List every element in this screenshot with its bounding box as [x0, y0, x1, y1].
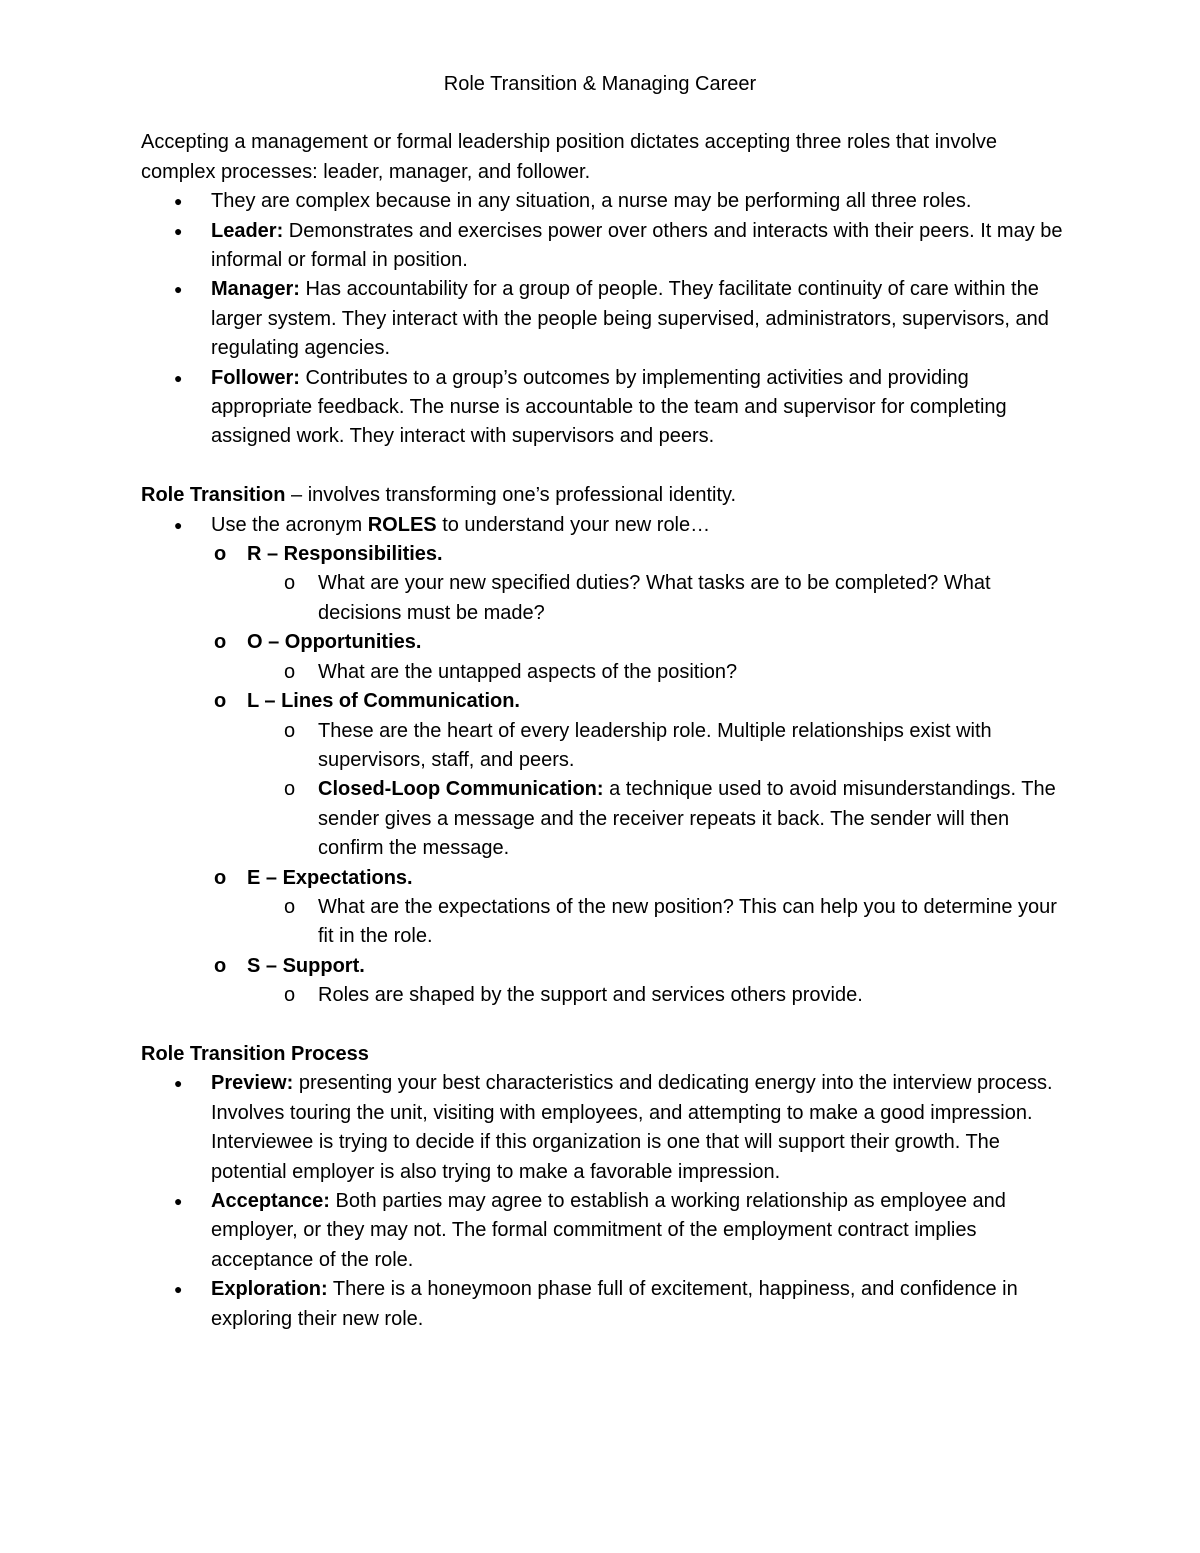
- item-text: a technique used to avoid misunderstandings. The sender gives a message and the receiver repeats it back. The sender will then confirm the message.: [318, 778, 1056, 860]
- acronym-item-r: [141, 540, 1071, 569]
- acronym-label: O – Opportunities.: [247, 631, 422, 654]
- bullet-icon: ●: [174, 1075, 183, 1092]
- bullet-icon: ●: [174, 193, 183, 210]
- sub-sub-bullet-icon: o: [284, 572, 296, 595]
- acronym-label: S – Support.: [247, 954, 365, 977]
- sub-sub-bullet-icon: o: [284, 778, 296, 801]
- list-item: [141, 217, 1071, 276]
- bullet-text: Contributes to a group’s outcomes by implementing activities and providing appropriate feedback. The nurse is accountable to the team and supervisor for completing assigned work. They interact with supervisors and peers.: [211, 366, 1007, 448]
- section-heading: Role Transition Process: [141, 1042, 369, 1065]
- sub-bullet-icon: o: [214, 954, 227, 977]
- list-item: [141, 1187, 1071, 1275]
- acronym-item-l: [141, 687, 1071, 716]
- list-item: [141, 511, 1071, 540]
- sub-sub-bullet-icon: o: [284, 660, 296, 683]
- roles-bullet-list: [141, 187, 1071, 452]
- item-text: What are your new specified duties? What tasks are to be completed? What decisions must be made?: [318, 572, 991, 624]
- intro-paragraph: Accepting a management or formal leadership position dictates accepting three roles that involve complex processes: leader, manager, and follower.: [141, 131, 998, 183]
- acronym-item-s: [141, 952, 1071, 981]
- sub-bullet-icon: o: [214, 631, 227, 654]
- sub-bullet-icon: o: [214, 866, 227, 889]
- process-bullet-list: [141, 1069, 1071, 1334]
- item-text: These are the heart of every leadership role. Multiple relationships exist with supervisors, staff, and peers.: [318, 719, 992, 771]
- sub-sub-bullet-icon: o: [284, 895, 296, 918]
- list-item: [141, 775, 1071, 863]
- process-heading: [141, 1040, 1071, 1069]
- list-item: [141, 364, 1071, 452]
- list-item: [141, 893, 1071, 952]
- bullet-term: Acceptance:: [211, 1190, 330, 1212]
- document-title: Role Transition & Managing Career: [443, 73, 757, 95]
- sub-bullet-icon: o: [214, 543, 227, 566]
- list-item: [141, 187, 1071, 216]
- list-item: [141, 275, 1071, 363]
- acronym-post: to understand your new role…: [436, 513, 711, 536]
- list-item: [141, 569, 1071, 628]
- sub-bullet-icon: o: [214, 690, 227, 713]
- spacer: [141, 1011, 1071, 1040]
- section-heading-rest: – involves transforming one’s professional identity.: [285, 484, 737, 507]
- bullet-text: Demonstrates and exercises power over others and interacts with their peers. It may be informal or formal in position.: [211, 219, 1063, 272]
- bullet-icon: ●: [174, 369, 183, 386]
- bullet-icon: ●: [174, 222, 183, 239]
- bullet-icon: ●: [174, 1193, 183, 1209]
- item-text: Roles are shaped by the support and services others provide.: [318, 984, 863, 1007]
- bullet-term: Follower:: [211, 366, 300, 389]
- acronym-label: L – Lines of Communication.: [247, 690, 520, 713]
- bullet-icon: ●: [174, 516, 183, 533]
- bullet-term: Preview:: [211, 1072, 294, 1095]
- roles-acronym-list: [141, 511, 1071, 1011]
- acronym-pre: Use the acronym: [211, 513, 368, 536]
- bullet-text: They are complex because in any situation, a nurse may be performing all three roles.: [211, 190, 972, 213]
- bullet-text: Both parties may agree to establish a working relationship as employee and employer, or they may not. The formal commitment of the employment contract implies acceptance of the role.: [211, 1190, 1006, 1271]
- item-term: Closed-Loop Communication:: [318, 778, 604, 801]
- sub-sub-bullet-icon: o: [284, 984, 296, 1007]
- role-transition-heading: [141, 481, 1071, 510]
- acronym-item-o: [141, 628, 1071, 657]
- bullet-term: Leader:: [211, 219, 284, 242]
- list-item: [141, 1069, 1071, 1187]
- list-item: [141, 717, 1071, 776]
- bullet-text: presenting your best characteristics and dedicating energy into the interview process. Involves touring the unit, visiting with employees, and attempting to make a good impression. Interviewee is trying to decide if this organization is one that will support their growth. The potential employer is also trying to make a favorable impression.: [211, 1072, 1053, 1183]
- acronym-word: ROLES: [367, 513, 437, 536]
- acronym-label: R – Responsibilities.: [247, 543, 443, 566]
- section-heading: Role Transition: [141, 484, 286, 507]
- bullet-text: Has accountability for a group of people. They facilitate continuity of care within the larger system. They interact with the people being supervised, administrators, supervisors, and regulating agencies.: [211, 278, 1049, 360]
- sub-sub-bullet-icon: o: [284, 719, 296, 742]
- bullet-term: Manager:: [211, 278, 300, 301]
- list-item: [141, 1275, 1071, 1334]
- list-item: [141, 658, 1071, 687]
- acronym-label: E – Expectations.: [247, 866, 413, 889]
- bullet-term: Exploration:: [211, 1278, 328, 1301]
- document-page: [141, 70, 1071, 1334]
- spacer: [141, 452, 1071, 481]
- item-text: What are the expectations of the new position? This can help you to determine your fit in the role.: [318, 895, 1057, 948]
- list-item: [141, 981, 1071, 1010]
- acronym-item-e: [141, 864, 1071, 893]
- bullet-text: There is a honeymoon phase full of excitement, happiness, and confidence in exploring their new role.: [211, 1278, 1018, 1330]
- bullet-icon: ●: [174, 281, 183, 298]
- item-text: What are the untapped aspects of the position?: [318, 660, 738, 683]
- bullet-icon: ●: [174, 1281, 183, 1298]
